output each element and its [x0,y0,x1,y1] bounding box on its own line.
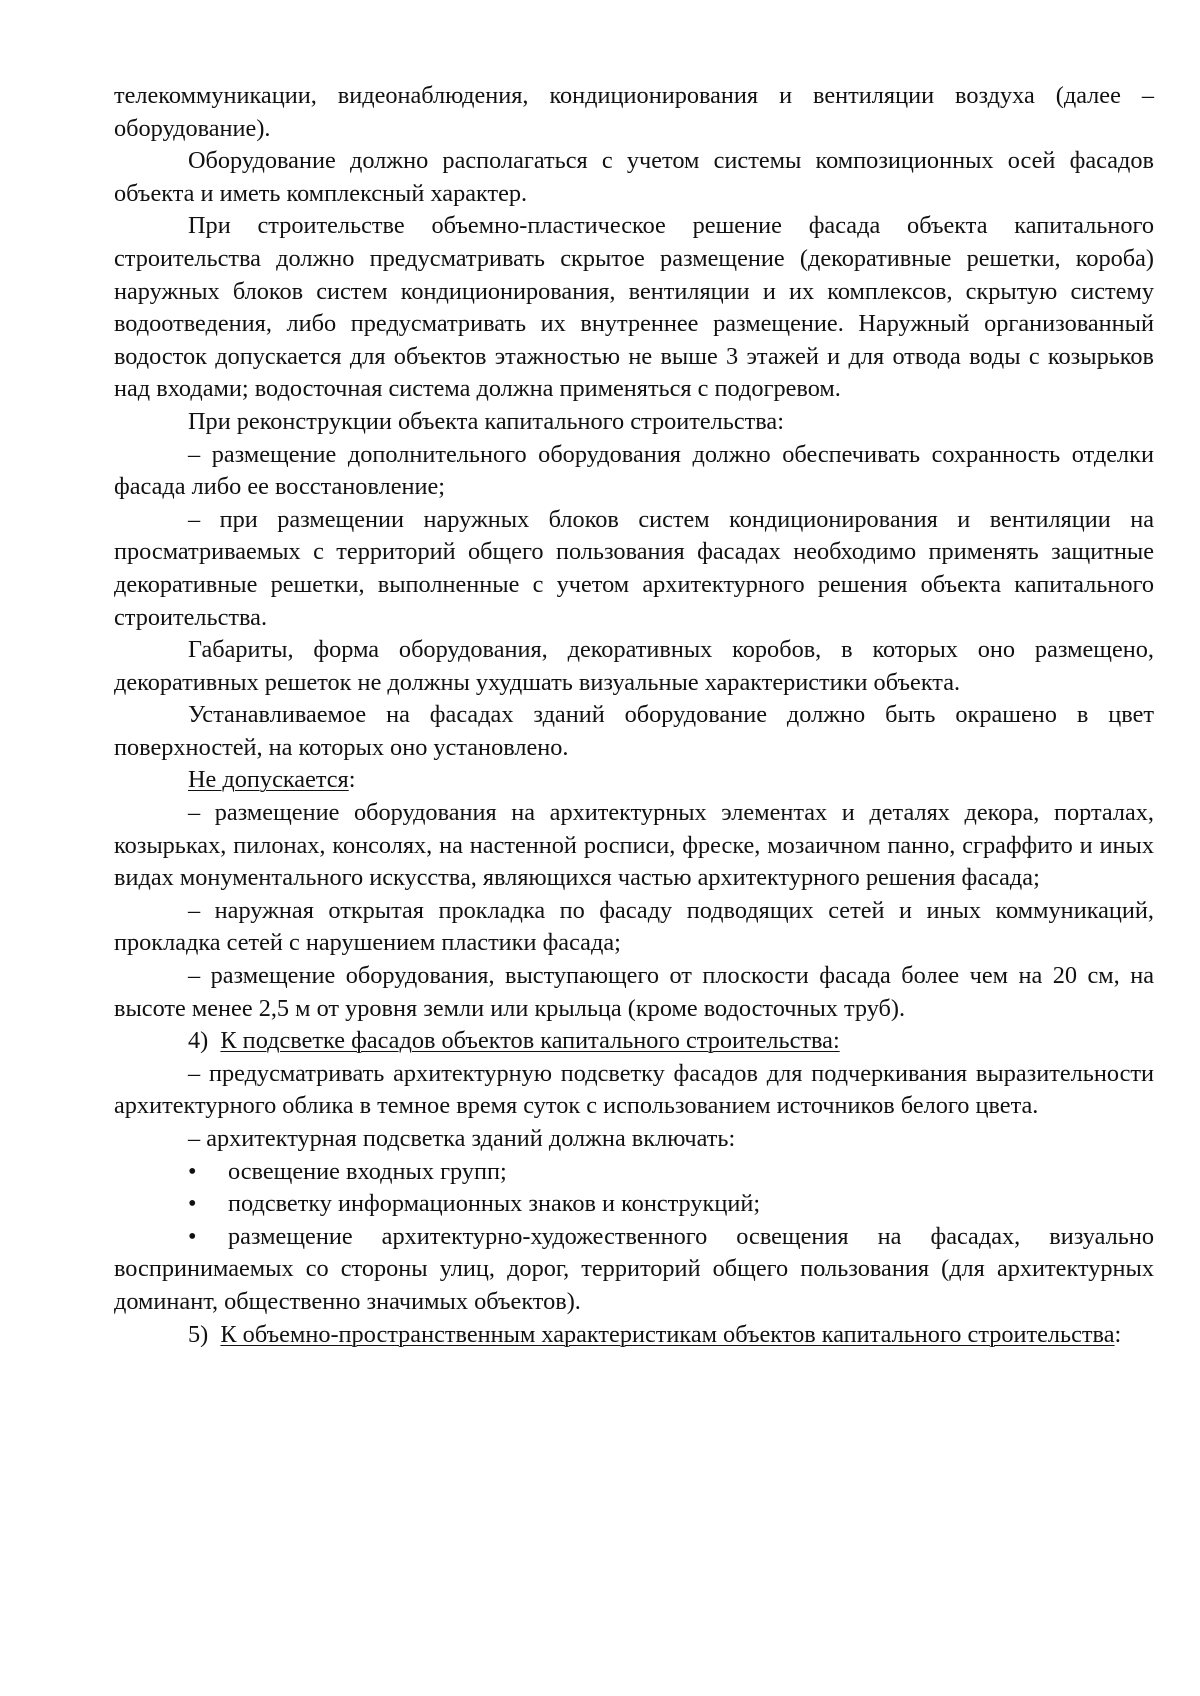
bullet-text: подсветку информационных знаков и конструкций; [228,1190,761,1218]
section-5-heading: К объемно-пространственным характеристикам объектов капитального строительства [220,1320,1115,1348]
paragraph: телекоммуникации, видеонаблюдения, кондиционирования и вентиляции воздуха (далее – оборудование). [114,82,1154,142]
bullet-icon: • [188,1190,197,1218]
bullet-item [114,1188,1154,1221]
paragraph: Оборудование должно располагаться с учетом системы композиционных осей фасадов объекта и иметь комплексный характер. [114,147,1154,207]
list-item: – размещение дополнительного оборудования должно обеспечивать сохранность отделки фасада либо ее восстановление; [114,440,1154,501]
paragraph: Устанавливаемое на фасадах зданий оборудование должно быть окрашено в цвет поверхностей, на которых оно установлено. [114,701,1154,761]
heading-colon: : [348,766,356,794]
list-item: – предусматривать архитектурную подсветку фасадов для подчеркивания выразительности архитектурного облика в темное время суток с использованием источников белого цвета. [114,1059,1154,1120]
list-item: – размещение оборудования, выступающего от плоскости фасада более чем на 20 см, на высоте менее 2,5 м от уровня земли или крыльца (кроме водосточных труб). [114,962,1154,1022]
heading-colon: : [1114,1320,1122,1348]
list-item: – размещение оборудования на архитектурных элементах и деталях декора, порталах, козырьках, пилонах, консолях, на настенной росписи, фреске, мозаичном панно, сграффито и иных видах монументального искусства, являющихся частью архитектурного решения фасада; [114,799,1154,892]
section-4-heading-line [114,1025,1154,1058]
paragraph: Габариты, форма оборудования, декоративных коробов, в которых оно размещено, декоративных решеток не должны ухудшать визуальные характеристики объекта. [114,636,1154,696]
bullet-icon: • [188,1222,197,1250]
bullet-text: размещение архитектурно-художественного освещения на фасадах, визуально воспринимаемых со стороны улиц, дорог, территорий общего пользования (для архитектурных доминант, общественно значимых объектов). [114,1222,1154,1315]
bullet-item [114,1221,1154,1319]
list-item: – наружная открытая прокладка по фасаду подводящих сетей и иных коммуникаций, прокладка сетей с нарушением пластики фасада; [114,896,1154,957]
not-allowed-heading: Не допускается [188,766,349,794]
section-number: 4) [188,1027,209,1055]
bullet-icon: • [188,1157,197,1185]
bullet-item [114,1156,1154,1189]
list-item: – при размещении наружных блоков систем кондиционирования и вентиляции на просматриваемых с территорий общего пользования фасадах необходимо применять защитные декоративные решетки, выполненные с учетом архитектурного решения объекта капитального строительства. [114,505,1154,631]
document-page [114,80,1154,1351]
section-4-heading: К подсветке фасадов объектов капитального строительства: [220,1027,840,1055]
not-allowed-heading-line [114,764,1154,797]
list-item: – архитектурная подсветка зданий должна включать: [188,1125,736,1152]
paragraph: При строительстве объемно-пластическое решение фасада объекта капитального строительства должно предусматривать скрытое размещение (декоративные решетки, короба) наружных блоков систем кондиционирования, вентиляции и их комплексов, скрытую систему водоотведения, либо предусматривать их внутреннее размещение. Наружный организованный водосток допускается для объектов этажностью не выше 3 этажей и для отвода воды с козырьков над входами; водосточная система должна применяться с подогревом. [114,212,1154,403]
paragraph: При реконструкции объекта капитального строительства: [188,407,784,435]
section-5-heading-line [114,1319,1154,1352]
section-number: 5) [188,1320,209,1348]
bullet-text: освещение входных групп; [228,1157,507,1185]
